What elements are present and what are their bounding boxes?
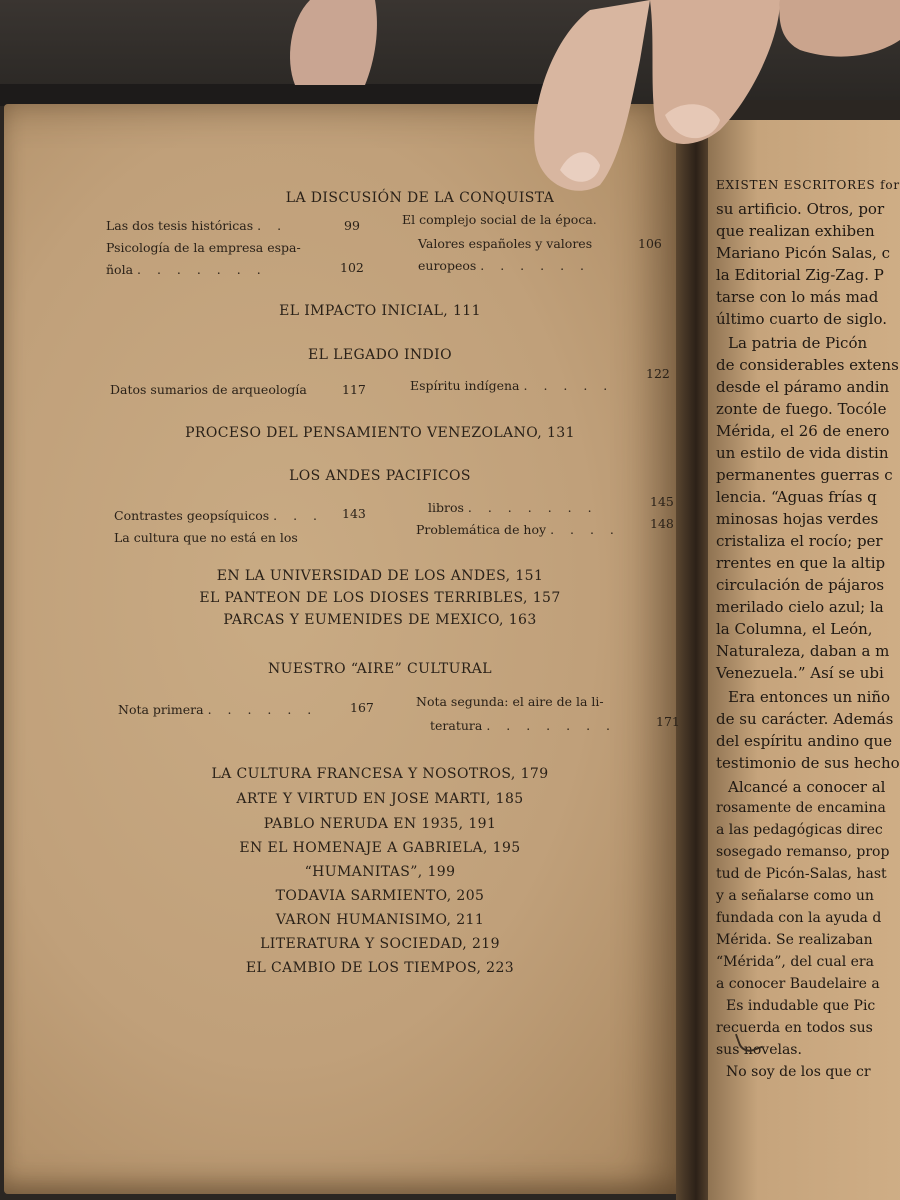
right-line: tud de Picón-Salas, hast bbox=[716, 866, 887, 882]
right-line: de su carácter. Además bbox=[716, 710, 894, 728]
section-title: LA DISCUSIÓN DE LA CONQUISTA bbox=[285, 190, 555, 206]
entry-dots: . . . . . . . bbox=[467, 500, 598, 515]
entry-page: 145 bbox=[650, 494, 674, 509]
entry-dots: . . . . . . bbox=[207, 702, 318, 717]
right-line: EXISTEN ESCRITORES for bbox=[716, 178, 900, 192]
entry-text: libros bbox=[428, 500, 464, 515]
entry-page: 148 bbox=[650, 516, 674, 531]
entry-text: teratura bbox=[430, 718, 483, 733]
right-line: Es indudable que Pic bbox=[726, 998, 876, 1014]
right-line: testimonio de sus hecho bbox=[716, 754, 900, 772]
right-line: que realizan exhiben bbox=[716, 222, 875, 240]
right-line: merilado cielo azul; la bbox=[716, 598, 884, 616]
entry-text: Contrastes geopsíquicos bbox=[114, 508, 270, 523]
right-line: la Editorial Zig-Zag. P bbox=[716, 266, 884, 284]
right-line: fundada con la ayuda d bbox=[716, 910, 882, 926]
section-title: EN EL HOMENAJE A GABRIELA, 195 bbox=[239, 840, 521, 856]
entry-page: 143 bbox=[342, 506, 366, 521]
right-line: Mérida. Se realizaban bbox=[716, 932, 873, 948]
toc-entry bbox=[428, 500, 598, 515]
right-line: Venezuela.” Así se ubi bbox=[716, 664, 884, 682]
section-title: EN LA UNIVERSIDAD DE LOS ANDES, 151 bbox=[216, 568, 544, 584]
entry-page: 171 bbox=[656, 714, 680, 729]
entry-page: 102 bbox=[340, 260, 364, 275]
entry-text: Espíritu indígena bbox=[410, 378, 520, 393]
entry-text: La cultura que no está en los bbox=[114, 530, 298, 545]
right-line: su artificio. Otros, por bbox=[716, 200, 885, 218]
entry-text: Las dos tesis históricas bbox=[106, 218, 254, 233]
section-title: PARCAS Y EUMENIDES DE MEXICO, 163 bbox=[223, 612, 537, 628]
hand-fingers-icon bbox=[530, 0, 900, 195]
section-title: EL LEGADO INDIO bbox=[308, 347, 452, 363]
toc-entry bbox=[430, 718, 616, 733]
right-line: sosegado remanso, prop bbox=[716, 844, 890, 860]
section-title: VARON HUMANISIMO, 211 bbox=[275, 912, 485, 928]
right-line: sus novelas. bbox=[716, 1042, 802, 1058]
right-line: rrentes en que la altip bbox=[716, 554, 886, 572]
section-title: TODAVIA SARMIENTO, 205 bbox=[275, 888, 485, 904]
toc-entry bbox=[418, 258, 590, 273]
right-line: recuerda en todos sus bbox=[716, 1020, 873, 1036]
entry-dots: . . . . . . . bbox=[486, 718, 616, 733]
entry-dots: . . . . . . . bbox=[137, 262, 267, 277]
entry-page: 167 bbox=[350, 700, 374, 715]
entry-text: Nota primera bbox=[118, 702, 204, 717]
section-title: LA CULTURA FRANCESA Y NOSOTROS, 179 bbox=[211, 766, 549, 782]
hand-thumb-icon bbox=[285, 0, 380, 85]
right-line: desde el páramo andin bbox=[716, 378, 890, 396]
book-cover-edge bbox=[0, 84, 560, 106]
right-line: un estilo de vida distin bbox=[716, 444, 889, 462]
entry-text: ñola bbox=[106, 262, 134, 277]
entry-dots: . . bbox=[257, 218, 288, 233]
right-line: “Mérida”, del cual era bbox=[716, 954, 874, 970]
entry-page: 117 bbox=[342, 382, 366, 397]
right-line: Alcancé a conocer al bbox=[728, 778, 886, 796]
right-line: del espíritu andino que bbox=[716, 732, 893, 750]
section-title: “HUMANITAS”, 199 bbox=[304, 864, 456, 880]
right-line: Mérida, el 26 de enero bbox=[716, 422, 890, 440]
right-line: zonte de fuego. Tocóle bbox=[716, 400, 887, 418]
entry-dots: . . . . . bbox=[523, 378, 614, 393]
toc-entry bbox=[410, 378, 613, 393]
entry-dots: . . . . bbox=[550, 522, 620, 537]
section-title: EL PANTEON DE LOS DIOSES TERRIBLES, 157 bbox=[199, 590, 561, 606]
section-title: ARTE Y VIRTUD EN JOSE MARTI, 185 bbox=[236, 791, 524, 807]
toc-entry bbox=[106, 262, 267, 277]
entry-text: Datos sumarios de arqueología bbox=[110, 382, 307, 397]
right-line: Era entonces un niño bbox=[728, 688, 891, 706]
entry-page: 106 bbox=[638, 236, 662, 251]
right-line: tarse con lo más mad bbox=[716, 288, 879, 306]
right-line: a las pedagógicas direc bbox=[716, 822, 883, 838]
section-title: EL CAMBIO DE LOS TIEMPOS, 223 bbox=[245, 960, 515, 976]
right-line: La patria de Picón bbox=[728, 334, 868, 352]
right-line: minosas hojas verdes bbox=[716, 510, 879, 528]
right-line: lencia. “Aguas frías q bbox=[716, 488, 877, 506]
section-title: EL IMPACTO INICIAL, 111 bbox=[279, 303, 481, 319]
right-line: la Columna, el León, bbox=[716, 620, 873, 638]
entry-text: Nota segunda: el aire de la li- bbox=[416, 694, 604, 709]
right-line: permanentes guerras c bbox=[716, 466, 893, 484]
entry-text: europeos bbox=[418, 258, 477, 273]
toc-entry bbox=[416, 522, 620, 537]
toc-entry bbox=[114, 508, 323, 523]
right-page bbox=[708, 120, 900, 1200]
entry-dots: . . . bbox=[273, 508, 324, 523]
right-line: rosamente de encamina bbox=[716, 800, 886, 816]
section-title: NUESTRO “AIRE” CULTURAL bbox=[268, 661, 492, 677]
right-line: cristaliza el rocío; per bbox=[716, 532, 883, 550]
right-line: No soy de los que cr bbox=[726, 1064, 871, 1080]
right-line: circulación de pájaros bbox=[716, 576, 885, 594]
right-line: último cuarto de siglo. bbox=[716, 310, 887, 328]
section-title: LOS ANDES PACIFICOS bbox=[289, 468, 471, 484]
section-title: LITERATURA Y SOCIEDAD, 219 bbox=[260, 936, 500, 952]
right-line: y a señalarse como un bbox=[716, 888, 874, 904]
right-line: a conocer Baudelaire a bbox=[716, 976, 880, 992]
section-title: PROCESO DEL PENSAMIENTO VENEZOLANO, 131 bbox=[185, 425, 575, 441]
toc-entry bbox=[118, 702, 317, 717]
entry-dots: . . . . . . bbox=[480, 258, 590, 273]
entry-text: Valores españoles y valores bbox=[418, 236, 593, 251]
entry-page: 122 bbox=[646, 366, 670, 381]
right-line: Mariano Picón Salas, c bbox=[716, 244, 891, 262]
entry-text: Psicología de la empresa espa- bbox=[106, 240, 301, 255]
entry-text: Problemática de hoy bbox=[416, 522, 547, 537]
right-line: Naturaleza, daban a m bbox=[716, 642, 890, 660]
toc-entry bbox=[106, 218, 287, 233]
section-title: PABLO NERUDA EN 1935, 191 bbox=[263, 816, 497, 832]
entry-page: 99 bbox=[344, 218, 360, 233]
entry-text: El complejo social de la época. bbox=[402, 212, 597, 227]
right-line: de considerables extens bbox=[716, 356, 899, 374]
